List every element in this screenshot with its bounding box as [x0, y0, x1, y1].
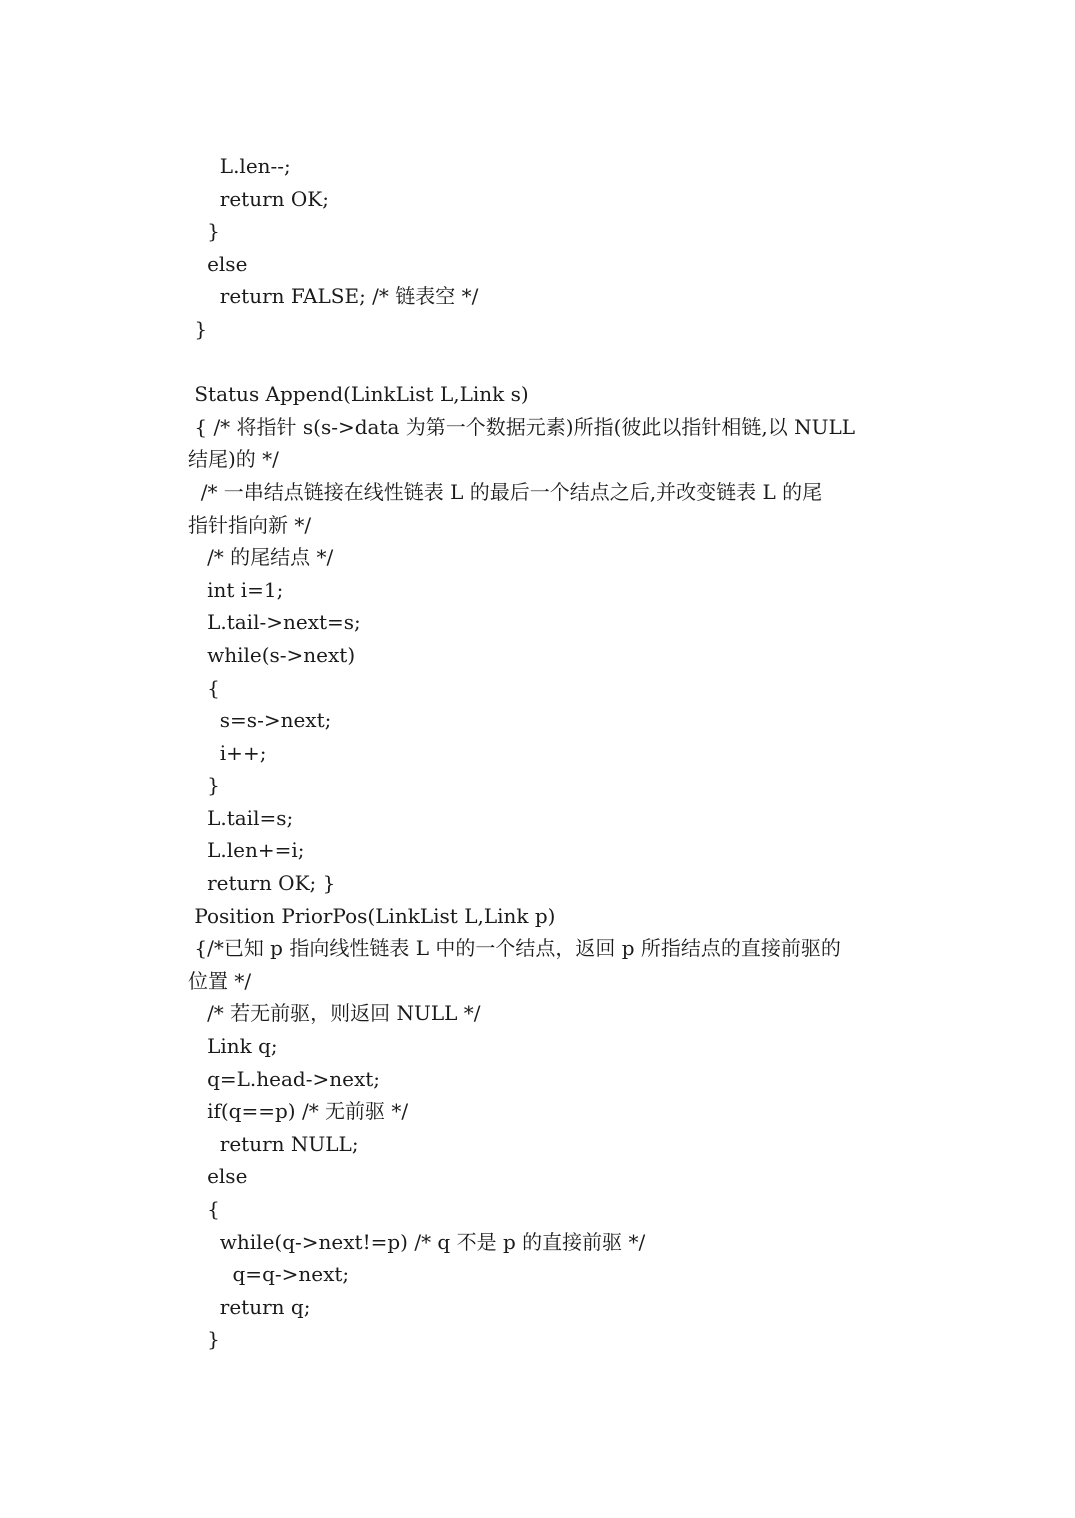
code-comment: { /* 将指针 s(s->data 为第一个数据元素)所指(彼此以指针相链,以 NULL: [188, 414, 856, 439]
code-line: {: [188, 1197, 220, 1221]
code-listing: [188, 150, 928, 1356]
code-line: while(s->next): [188, 642, 356, 667]
code-line: }: [188, 316, 208, 341]
code-line: {: [188, 675, 220, 700]
code-line: i++;: [188, 740, 267, 765]
function-signature-append: Status Append(LinkList L,Link s): [188, 382, 529, 407]
code-comment: 位置 */: [188, 968, 252, 993]
code-line: s=s->next;: [188, 708, 332, 733]
code-line: L.tail->next=s;: [188, 610, 361, 635]
code-comment: 结尾)的 */: [188, 447, 279, 472]
code-line: return NULL;: [188, 1131, 359, 1156]
code-line: return FALSE; /* 链表空 */: [188, 284, 479, 309]
code-line: Link q;: [188, 1034, 278, 1059]
blank-line: [188, 346, 928, 379]
code-line: return q;: [188, 1294, 311, 1319]
code-line: L.len--;: [188, 154, 291, 178]
code-line: }: [188, 1327, 220, 1352]
code-comment: {/*已知 p 指向线性链表 L 中的一个结点，返回 p 所指结点的直接前驱的: [188, 936, 841, 961]
function-signature-priorpos: Position PriorPos(LinkList L,Link p): [188, 903, 556, 928]
code-line: L.len+=i;: [188, 838, 305, 863]
code-line: q=L.head->next;: [188, 1066, 381, 1091]
code-line: return OK; }: [188, 871, 336, 896]
code-line: q=q->next;: [188, 1262, 350, 1287]
code-line: return OK;: [188, 186, 329, 211]
code-line: }: [188, 773, 220, 798]
code-line: if(q==p) /* 无前驱 */: [188, 1099, 409, 1124]
code-line: }: [188, 219, 220, 244]
code-comment: /* 若无前驱，则返回 NULL */: [188, 1001, 481, 1026]
code-line: L.tail=s;: [188, 805, 294, 830]
code-line: else: [188, 1164, 248, 1189]
code-comment: /* 的尾结点 */: [188, 545, 334, 570]
code-comment: /* 一串结点链接在线性链表 L 的最后一个结点之后,并改变链表 L 的尾: [188, 479, 823, 504]
code-line: while(q->next!=p) /* q 不是 p 的直接前驱 */: [188, 1229, 646, 1254]
code-line: int i=1;: [188, 577, 284, 602]
code-line: else: [188, 251, 248, 276]
code-comment: 指针指向新 */: [188, 512, 312, 537]
